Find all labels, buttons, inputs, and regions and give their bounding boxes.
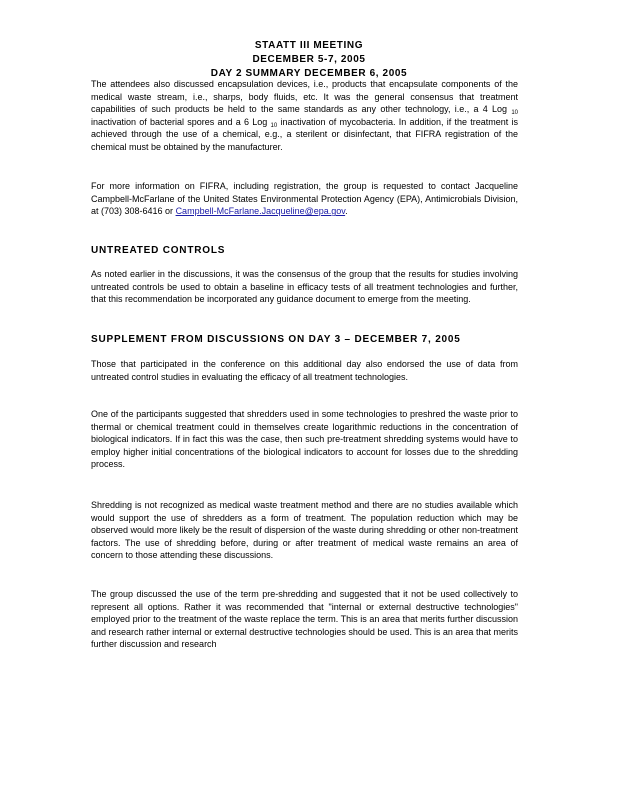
section-heading-supplement: SUPPLEMENT FROM DISCUSSIONS ON DAY 3 – DECEMBER 7, 2005	[91, 334, 461, 345]
day-summary-title: DAY 2 SUMMARY DECEMBER 6, 2005	[210, 68, 408, 79]
fifra-contact-paragraph	[91, 180, 518, 218]
encapsulation-paragraph	[91, 78, 518, 154]
day3-endorsement-paragraph: Those that participated in the conference on this additional day also endorsed the use of data from untreated control studies in evaluating the efficacy of all treatment technologies.	[91, 359, 518, 382]
paragraph-text: inactivation of mycobacteria. In addition, if the treatment is achieved through the use of a chemical, e.g., a sterilent or disinfectant, that FIFRA registration of the chemical must be obtained by the manufacturer.	[91, 116, 518, 152]
paragraph-text: For more information on FIFRA, including registration, the group is requested to contact Jacqueline Campbell-McFarlane of the United States Environmental Protection Agency (EPA), Antimicrobials Division, at (703) 308-6416 or	[91, 181, 518, 217]
paragraph-text: .	[345, 206, 348, 217]
shredding-concern-paragraph: Shredding is not recognized as medical waste treatment method and there are no studies available which would support the use of shredders as a form of treatment. The population reduction which may be observed would more likely be the result of dispersion of the waste during shredding or other non-treatment factors. The use of shredding before, during or after treatment of medical waste remains an area of concern to those attending these discussions.	[91, 500, 518, 561]
log-subscript: 10	[511, 110, 518, 117]
preshredding-term-paragraph: The group discussed the use of the term pre-shredding and suggested that it not be used collectively to represent all options. Rather it was recommended that "internal or external destructive technologies" employed prior to the treatment of the waste replace the term. This is an area that merits further discussion and research rather internal or external destructive technologies should be used. This is an area that merits further discussion and research	[91, 589, 518, 650]
paragraph-text: inactivation of bacterial spores and a 6 Log	[91, 116, 271, 127]
section-heading-untreated-controls: UNTREATED CONTROLS	[91, 245, 226, 256]
log-subscript: 10	[270, 122, 278, 129]
untreated-controls-paragraph: As noted earlier in the discussions, it was the consensus of the group that the results for studies involving untreated controls be used to obtain a baseline in efficacy tests of all treatment technologies and further, that this recommendation be incorporated any guidance document to emerge from the meeting.	[91, 269, 518, 305]
preshred-paragraph: One of the participants suggested that shredders used in some technologies to preshred the waste prior to thermal or chemical treatment could in themselves create logarithmic reductions in the concentration of biological indicators. If in fact this was the case, then such pre-treatment shredding systems would have to employ higher initial concentrations of the biological indicators to account for losses due to the shredding process.	[91, 409, 518, 470]
meeting-title: STAATT III MEETING	[254, 40, 364, 51]
meeting-dates: DECEMBER 5-7, 2005	[252, 54, 366, 65]
paragraph-text: The attendees also discussed encapsulation devices, i.e., products that encapsulate components of the medical waste stream, i.e., sharps, body fluids, etc. It was the general consensus that treatment capabilities of such products be held to the same standards as any other technology, i.e., a 4 Log	[91, 79, 518, 115]
email-link[interactable]: Campbell-McFarlane.Jacqueline@epa.gov	[175, 206, 346, 217]
